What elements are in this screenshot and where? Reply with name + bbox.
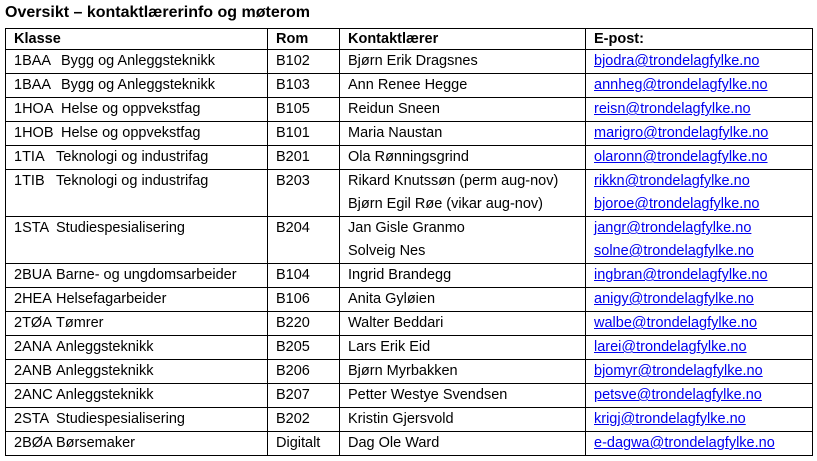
cell-rom: B204: [268, 217, 340, 264]
cell-klasse: [6, 217, 268, 264]
teacher-name: Dag Ole Ward: [348, 435, 440, 451]
table-row: [6, 312, 813, 336]
cell-epost: [586, 122, 813, 146]
class-name: Studiespesialisering: [56, 220, 185, 236]
cell-epost: [586, 264, 813, 288]
class-name: Anleggsteknikk: [56, 387, 154, 403]
cell-epost: [586, 98, 813, 122]
teacher-name: Lars Erik Eid: [348, 339, 431, 355]
class-name: Teknologi og industrifag: [56, 149, 209, 165]
cell-kontaktlaerer: [340, 384, 586, 408]
cell-kontaktlaerer: [340, 217, 586, 264]
class-code: 1STA: [14, 220, 50, 236]
class-code: 1HOA: [14, 101, 54, 117]
class-code: 2BØA: [14, 435, 53, 451]
cell-rom: B103: [268, 74, 340, 98]
class-code: 2TØA: [14, 315, 52, 331]
cell-epost: [586, 384, 813, 408]
class-code: 2HEA: [14, 291, 52, 307]
cell-kontaktlaerer: [340, 74, 586, 98]
cell-rom: Digitalt: [268, 432, 340, 456]
email-link[interactable]: marigro@trondelagfylke.no: [594, 125, 769, 141]
cell-klasse: [6, 288, 268, 312]
contact-table: [5, 28, 813, 456]
cell-rom: B202: [268, 408, 340, 432]
class-name: Anleggsteknikk: [56, 339, 154, 355]
table-row: [6, 98, 813, 122]
email-link[interactable]: bjomyr@trondelagfylke.no: [594, 363, 763, 379]
cell-klasse: [6, 74, 268, 98]
cell-rom: B104: [268, 264, 340, 288]
teacher-name: Rikard Knutssøn (perm aug-nov): [348, 173, 559, 189]
cell-rom: B206: [268, 360, 340, 384]
class-name: Barne- og ungdomsarbeider: [56, 267, 237, 283]
cell-klasse: [6, 432, 268, 456]
class-code: 1HOB: [14, 125, 54, 141]
cell-rom: B205: [268, 336, 340, 360]
cell-kontaktlaerer: [340, 288, 586, 312]
class-name: Bygg og Anleggsteknikk: [61, 77, 215, 93]
class-name: Bygg og Anleggsteknikk: [61, 53, 215, 69]
class-name: Børsemaker: [56, 435, 135, 451]
cell-rom: B207: [268, 384, 340, 408]
class-code: 1TIA: [14, 149, 45, 165]
table-header-row: [6, 29, 813, 50]
class-name: Helsefagarbeider: [56, 291, 167, 307]
cell-epost: [586, 408, 813, 432]
cell-klasse: [6, 360, 268, 384]
teacher-name: Bjørn Erik Dragsnes: [348, 53, 478, 69]
teacher-name: Jan Gisle Granmo: [348, 220, 465, 236]
table-row: [6, 408, 813, 432]
teacher-name: Ann Renee Hegge: [348, 77, 468, 93]
cell-rom: B102: [268, 50, 340, 74]
email-link[interactable]: e-dagwa@trondelagfylke.no: [594, 435, 775, 451]
email-link[interactable]: krigj@trondelagfylke.no: [594, 411, 746, 427]
table-row: [6, 432, 813, 456]
cell-epost: [586, 432, 813, 456]
cell-klasse: [6, 336, 268, 360]
table-body: [6, 50, 813, 456]
cell-klasse: [6, 408, 268, 432]
header-kontaktlaerer: Kontaktlærer: [340, 29, 586, 50]
cell-kontaktlaerer: [340, 408, 586, 432]
class-name: Tømrer: [56, 315, 104, 331]
email-link[interactable]: annheg@trondelagfylke.no: [594, 77, 768, 93]
table-row: [6, 170, 813, 217]
cell-klasse: [6, 122, 268, 146]
email-link[interactable]: olaronn@trondelagfylke.no: [594, 149, 768, 165]
page-title: Oversikt – kontaktlærerinfo og møterom: [5, 4, 310, 21]
cell-epost: [586, 50, 813, 74]
email-link[interactable]: larei@trondelagfylke.no: [594, 339, 747, 355]
email-link[interactable]: bjoroe@trondelagfylke.no: [594, 196, 760, 212]
email-link[interactable]: reisn@trondelagfylke.no: [594, 101, 751, 117]
class-code: 2STA: [14, 411, 50, 427]
teacher-name: Bjørn Egil Røe (vikar aug-nov): [348, 196, 543, 212]
table-row: [6, 217, 813, 264]
teacher-name: Walter Beddari: [348, 315, 444, 331]
cell-epost: [586, 170, 813, 217]
cell-epost: [586, 146, 813, 170]
table-row: [6, 264, 813, 288]
teacher-name: Anita Gyløien: [348, 291, 436, 307]
header-epost: E-post:: [586, 29, 813, 50]
cell-klasse: [6, 170, 268, 217]
cell-kontaktlaerer: [340, 336, 586, 360]
class-code: 2ANB: [14, 363, 52, 379]
cell-kontaktlaerer: [340, 312, 586, 336]
email-link[interactable]: solne@trondelagfylke.no: [594, 243, 754, 259]
class-name: Helse og oppvekstfag: [61, 125, 201, 141]
cell-epost: [586, 74, 813, 98]
cell-klasse: [6, 312, 268, 336]
class-code: 2BUA: [14, 267, 52, 283]
email-link[interactable]: walbe@trondelagfylke.no: [594, 315, 758, 331]
cell-kontaktlaerer: [340, 98, 586, 122]
table-row: [6, 336, 813, 360]
cell-klasse: [6, 146, 268, 170]
header-rom: Rom: [268, 29, 340, 50]
cell-klasse: [6, 50, 268, 74]
cell-klasse: [6, 264, 268, 288]
class-code: 2ANA: [14, 339, 52, 355]
cell-rom: B101: [268, 122, 340, 146]
class-code: 1BAA: [14, 77, 52, 93]
class-name: Teknologi og industrifag: [56, 173, 209, 189]
cell-kontaktlaerer: [340, 264, 586, 288]
email-link[interactable]: anigy@trondelagfylke.no: [594, 291, 754, 307]
cell-epost: [586, 288, 813, 312]
cell-rom: B220: [268, 312, 340, 336]
cell-kontaktlaerer: [340, 432, 586, 456]
cell-klasse: [6, 98, 268, 122]
cell-epost: [586, 312, 813, 336]
teacher-name: Bjørn Myrbakken: [348, 363, 458, 379]
email-link[interactable]: rikkn@trondelagfylke.no: [594, 173, 750, 189]
cell-klasse: [6, 384, 268, 408]
cell-kontaktlaerer: [340, 170, 586, 217]
cell-kontaktlaerer: [340, 122, 586, 146]
class-code: 2ANC: [14, 387, 53, 403]
cell-kontaktlaerer: [340, 360, 586, 384]
class-code: 1BAA: [14, 53, 52, 69]
header-klasse: Klasse: [6, 29, 268, 50]
teacher-name: Maria Naustan: [348, 125, 443, 141]
table-row: [6, 74, 813, 98]
teacher-name: Petter Westye Svendsen: [348, 387, 508, 403]
table-row: [6, 384, 813, 408]
table-row: [6, 122, 813, 146]
cell-rom: B106: [268, 288, 340, 312]
email-link[interactable]: bjodra@trondelagfylke.no: [594, 53, 760, 69]
class-name: Anleggsteknikk: [56, 363, 154, 379]
cell-rom: B201: [268, 146, 340, 170]
class-name: Helse og oppvekstfag: [61, 101, 201, 117]
table-row: [6, 288, 813, 312]
cell-rom: B105: [268, 98, 340, 122]
email-link[interactable]: petsve@trondelagfylke.no: [594, 387, 762, 403]
email-link[interactable]: jangr@trondelagfylke.no: [594, 220, 752, 236]
teacher-name: Reidun Sneen: [348, 101, 440, 117]
cell-kontaktlaerer: [340, 50, 586, 74]
cell-epost: [586, 336, 813, 360]
teacher-name: Kristin Gjersvold: [348, 411, 454, 427]
teacher-name: Solveig Nes: [348, 243, 426, 259]
cell-epost: [586, 360, 813, 384]
cell-rom: B203: [268, 170, 340, 217]
class-name: Studiespesialisering: [56, 411, 185, 427]
table-row: [6, 360, 813, 384]
teacher-name: Ingrid Brandegg: [348, 267, 452, 283]
cell-kontaktlaerer: [340, 146, 586, 170]
table-row: [6, 146, 813, 170]
cell-epost: [586, 217, 813, 264]
email-link[interactable]: ingbran@trondelagfylke.no: [594, 267, 768, 283]
teacher-name: Ola Rønningsgrind: [348, 149, 469, 165]
table-row: [6, 50, 813, 74]
class-code: 1TIB: [14, 173, 45, 189]
